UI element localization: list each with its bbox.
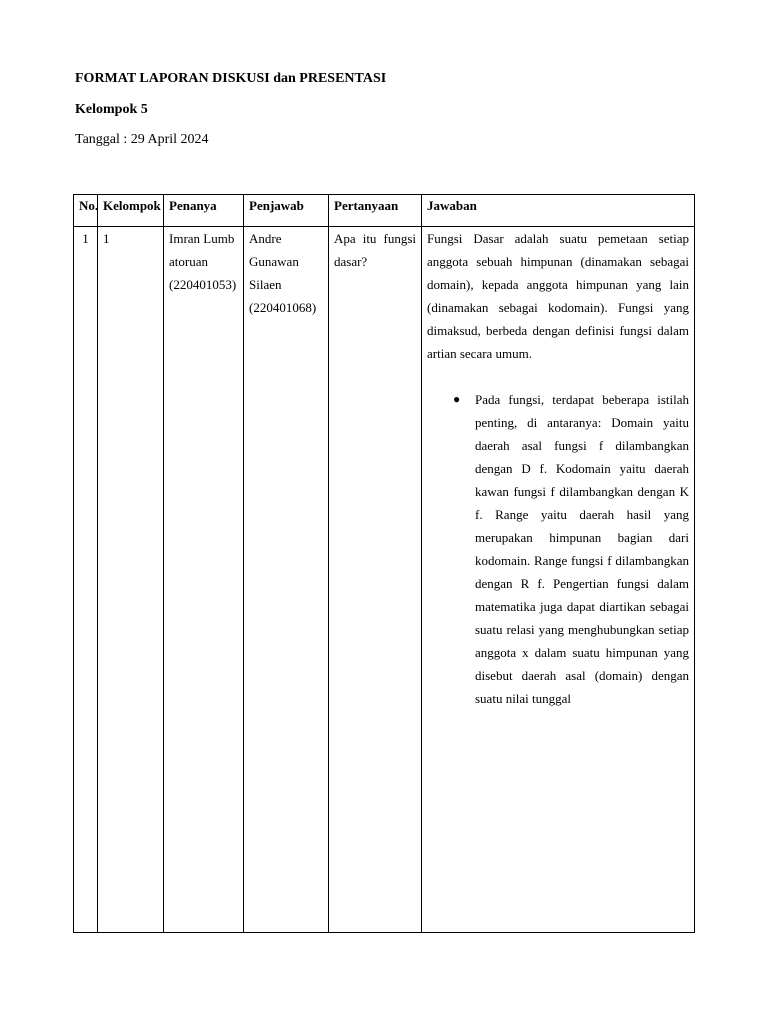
jawaban-bullet-item: [427, 388, 689, 710]
date-label: Tanggal : 29 April 2024: [75, 132, 209, 147]
cell-penanya: [164, 227, 244, 933]
cell-kelompok: 1: [98, 227, 164, 933]
table-header-row: [74, 195, 695, 227]
document-title: FORMAT LAPORAN DISKUSI dan PRESENTASI: [75, 71, 387, 86]
header-penanya: Penanya: [164, 195, 244, 227]
header-pertanyaan: Pertanyaan: [329, 195, 422, 227]
bullet-icon: ●: [453, 392, 461, 406]
penanya-id: (220401053): [169, 277, 237, 292]
report-table: [73, 194, 695, 933]
header-kelompok: Kelompok: [98, 195, 164, 227]
penjawab-name: Andre Gunawan Silaen: [249, 231, 299, 292]
cell-jawaban: [422, 227, 695, 933]
table-row: [74, 227, 695, 933]
cell-no: 1: [74, 227, 98, 933]
group-label: Kelompok 5: [75, 102, 148, 117]
header-penjawab: Penjawab: [244, 195, 329, 227]
jawaban-bullet-text: Pada fungsi, terdapat beberapa istilah penting, di antaranya: Domain yaitu daerah asal fungsi f dilambangkan dengan D f. Kodomain yaitu daerah kawan fungsi f dilambangkan dengan K f. Range yaitu daerah hasil yang merupakan himpunan bagian dari kodomain. Range fungsi f dilambangkan dengan R f. Pengertian fungsi dalam matematika juga dapat diartikan sebagai suatu relasi yang menghubungkan setiap anggota x dalam suatu himpunan yang disebut daerah asal (domain) dengan suatu nilai tunggal: [475, 392, 689, 706]
jawaban-paragraph: Fungsi Dasar adalah suatu pemetaan setiap anggota sebuah himpunan (dinamakan sebagai domain), kepada anggota himpunan yang lain (dinamakan sebagai kodomain). Fungsi yang dimaksud, berbeda dengan definisi fungsi dalam artian secara umum.: [427, 231, 689, 361]
penjawab-id: (220401068): [249, 300, 317, 315]
cell-pertanyaan: Apa itu fungsi dasar?: [329, 227, 422, 933]
jawaban-content: [427, 227, 689, 932]
cell-penjawab: [244, 227, 329, 933]
header-jawaban: Jawaban: [422, 195, 695, 227]
penanya-name: Imran Lumbatoruan: [169, 231, 235, 269]
header-no: No.: [74, 195, 98, 227]
